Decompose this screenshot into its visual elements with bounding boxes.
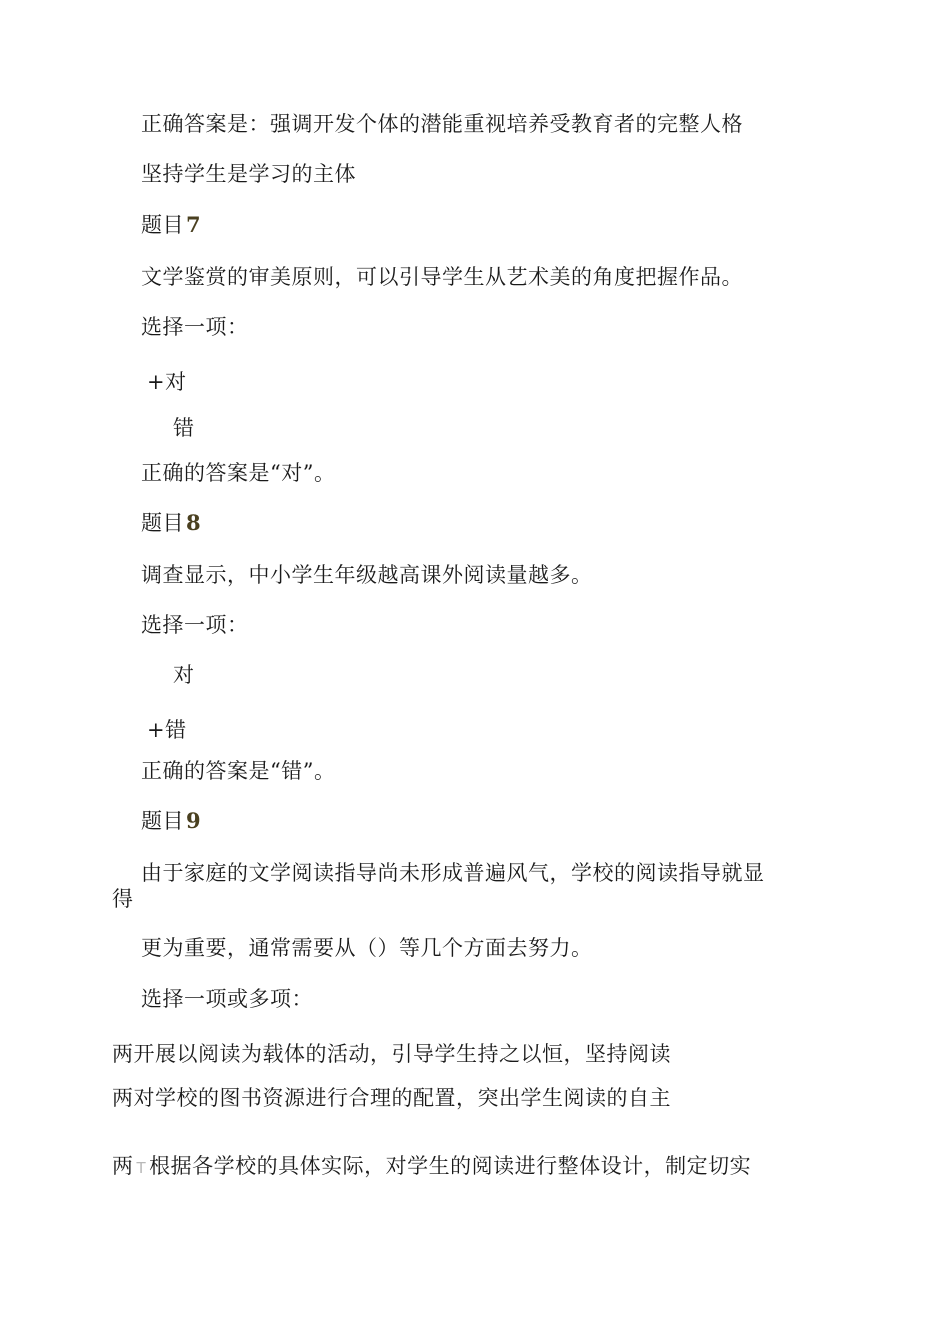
q8-option-true[interactable]: 对 xyxy=(173,663,195,687)
q7-option-false[interactable]: 错 xyxy=(173,416,195,440)
q9-option-3-t-mark: T xyxy=(136,1159,147,1177)
q9-option-3-marker: 两 xyxy=(112,1154,134,1178)
q8-option-false[interactable]: +错 xyxy=(147,718,187,742)
q9-option-3[interactable] xyxy=(112,1153,751,1181)
q7-label: 题目 xyxy=(141,213,184,237)
q8-correct-answer: 正确的答案是“错”。 xyxy=(141,759,336,783)
prev-answer-line-1: 正确答案是：强调开发个体的潜能重视培养受教育者的完整人格 xyxy=(141,112,743,136)
q9-text-line-2: 得 xyxy=(112,887,134,911)
q9-number: 9 xyxy=(186,808,202,833)
q8-prompt: 选择一项： xyxy=(141,613,249,637)
q7-option-true[interactable]: +对 xyxy=(147,370,187,394)
q9-text-line-1: 由于家庭的文学阅读指导尚未形成普遍风气，学校的阅读指导就显 xyxy=(141,861,765,885)
q9-heading xyxy=(141,808,201,834)
q7-number: 7 xyxy=(186,212,202,237)
q8-heading xyxy=(141,510,201,536)
q9-option-3-text: 根据各学校的具体实际，对学生的阅读进行整体设计，制定切实 xyxy=(149,1154,752,1178)
q9-option-1-marker: 两 xyxy=(112,1042,134,1066)
q7-correct-answer: 正确的答案是“对”。 xyxy=(141,461,336,485)
q9-option-2-text: 对学校的图书资源进行合理的配置，突出学生阅读的自主 xyxy=(133,1086,671,1110)
q7-heading xyxy=(141,212,201,238)
q9-text-line-3: 更为重要，通常需要从（）等几个方面去努力。 xyxy=(141,936,593,960)
q9-prompt: 选择一项或多项： xyxy=(141,987,313,1011)
q9-option-1-text: 开展以阅读为载体的活动，引导学生持之以恒，坚持阅读 xyxy=(133,1042,671,1066)
q9-option-1[interactable] xyxy=(112,1041,671,1067)
q7-text: 文学鉴赏的审美原则，可以引导学生从艺术美的角度把握作品。 xyxy=(141,265,743,289)
q9-option-2-marker: 两 xyxy=(112,1086,134,1110)
q8-text: 调查显示，中小学生年级越高课外阅读量越多。 xyxy=(141,563,593,587)
q7-prompt: 选择一项： xyxy=(141,315,249,339)
q8-label: 题目 xyxy=(141,511,184,535)
q9-option-2[interactable] xyxy=(112,1085,671,1111)
prev-answer-line-2: 坚持学生是学习的主体 xyxy=(141,162,356,186)
q8-number: 8 xyxy=(186,510,202,535)
q9-label: 题目 xyxy=(141,809,184,833)
